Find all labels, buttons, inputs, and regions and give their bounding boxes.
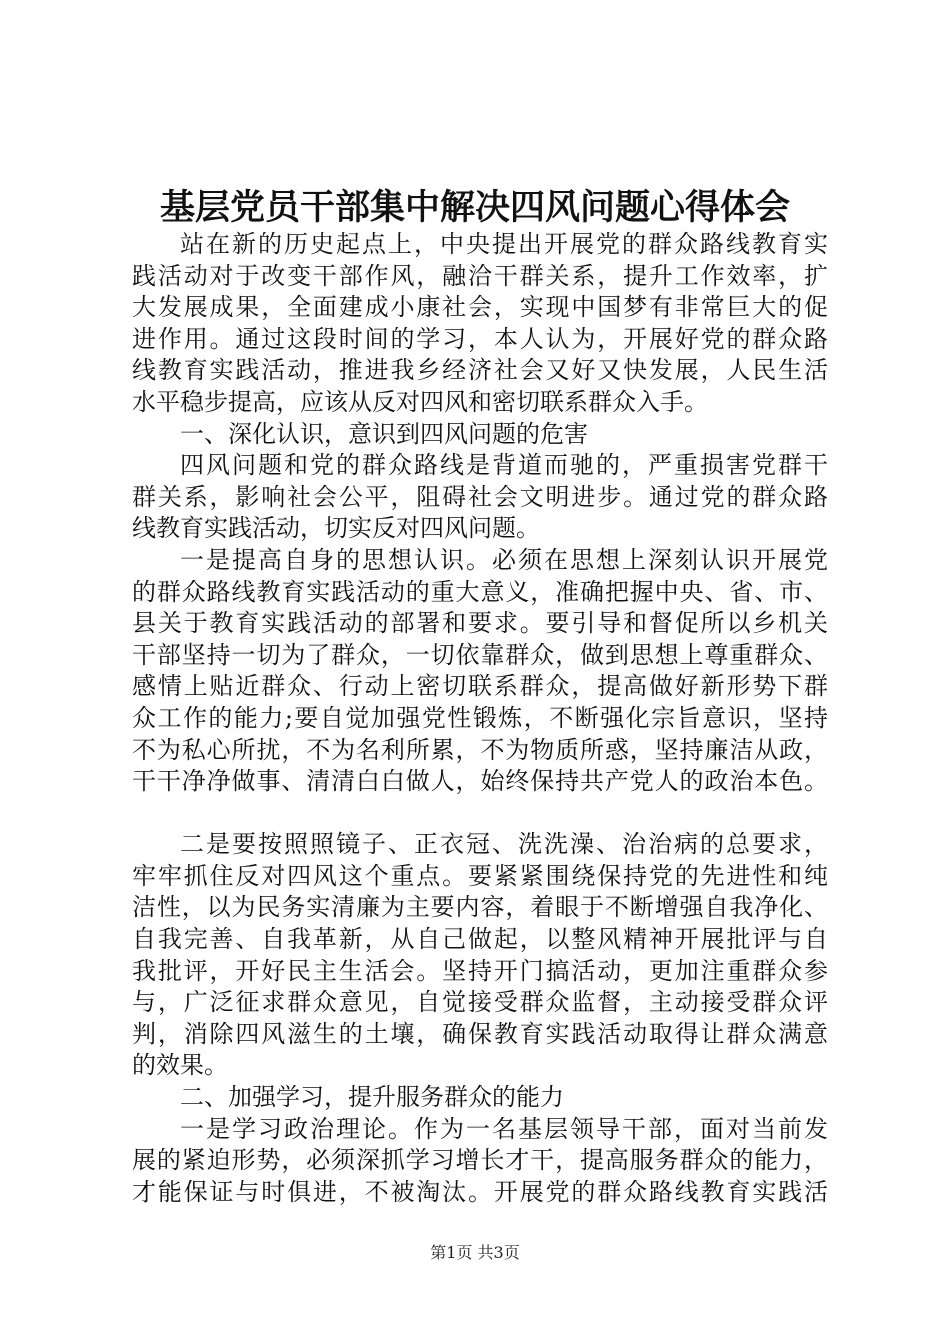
paragraph-line: 践活动对于改变干部作风，融洽干群关系，提升工作效率，扩	[132, 261, 828, 290]
paragraph-line: 干干净净做事、清清白白做人，始终保持共产党人的政治本色。	[132, 767, 828, 796]
paragraph-line: 的群众路线教育实践活动的重大意义，准确把握中央、省、市、	[132, 577, 828, 606]
paragraph-line: 众工作的能力;要自觉加强党性锻炼，不断强化宗旨意识，坚持	[132, 703, 828, 732]
paragraph-line: 四风问题和党的群众路线是背道而驰的，严重损害党群干	[180, 451, 828, 480]
paragraph-line: 线教育实践活动，切实反对四风问题。	[132, 514, 540, 543]
paragraph-line: 感情上贴近群众、行动上密切联系群众，提高做好新形势下群	[132, 672, 828, 701]
section-heading: 二、加强学习，提升服务群众的能力	[180, 1083, 564, 1112]
paragraph-line: 县关于教育实践活动的部署和要求。要引导和督促所以乡机关	[132, 609, 828, 638]
paragraph-line: 一是提高自身的思想认识。必须在思想上深刻认识开展党	[180, 545, 828, 574]
paragraph-line: 大发展成果，全面建成小康社会，实现中国梦有非常巨大的促	[132, 293, 828, 322]
paragraph-line: 与，广泛征求群众意见，自觉接受群众监督，主动接受群众评	[132, 988, 828, 1017]
paragraph-line: 洁性，以为民务实清廉为主要内容，着眼于不断增强自我净化、	[132, 893, 828, 922]
paragraph-line: 群关系，影响社会公平，阻碍社会文明进步。通过党的群众路	[132, 482, 828, 511]
section-heading: 一、深化认识，意识到四风问题的危害	[180, 419, 588, 448]
paragraph-line: 牢牢抓住反对四风这个重点。要紧紧围绕保持党的先进性和纯	[132, 861, 828, 890]
paragraph-line: 我批评，开好民主生活会。坚持开门搞活动，更加注重群众参	[132, 956, 828, 985]
paragraph-line: 判，消除四风滋生的土壤，确保教育实践活动取得让群众满意	[132, 1019, 828, 1048]
paragraph-line: 的效果。	[132, 1051, 228, 1080]
paragraph-line: 站在新的历史起点上，中央提出开展党的群众路线教育实	[180, 230, 828, 258]
paragraph-line: 水平稳步提高，应该从反对四风和密切联系群众入手。	[132, 387, 708, 416]
paragraph-line: 干部坚持一切为了群众，一切依靠群众，做到思想上尊重群众、	[132, 640, 828, 669]
paragraph-line: 才能保证与时俱进，不被淘汰。开展党的群众路线教育实践活	[132, 1177, 828, 1206]
document-body	[132, 229, 828, 1208]
blank-line	[132, 798, 828, 830]
paragraph-line: 线教育实践活动，推进我乡经济社会又好又快发展，人民生活	[132, 356, 828, 385]
paragraph-line: 一是学习政治理论。作为一名基层领导干部，面对当前发	[180, 1114, 828, 1143]
paragraph-line: 不为私心所扰，不为名利所累，不为物质所惑，坚持廉洁从政，	[132, 735, 828, 764]
paragraph-line: 进作用。通过这段时间的学习，本人认为，开展好党的群众路	[132, 324, 828, 353]
paragraph-line: 自我完善、自我革新，从自己做起，以整风精神开展批评与自	[132, 925, 828, 954]
page-number-footer: 第1页 共3页	[430, 1243, 520, 1262]
paragraph-line: 二是要按照照镜子、正衣冠、洗洗澡、治治病的总要求，	[180, 830, 828, 859]
paragraph-line: 展的紧迫形势，必须深抓学习增长才干，提高服务群众的能力，	[132, 1146, 828, 1175]
document-title: 基层党员干部集中解决四风问题心得体会	[159, 187, 790, 228]
